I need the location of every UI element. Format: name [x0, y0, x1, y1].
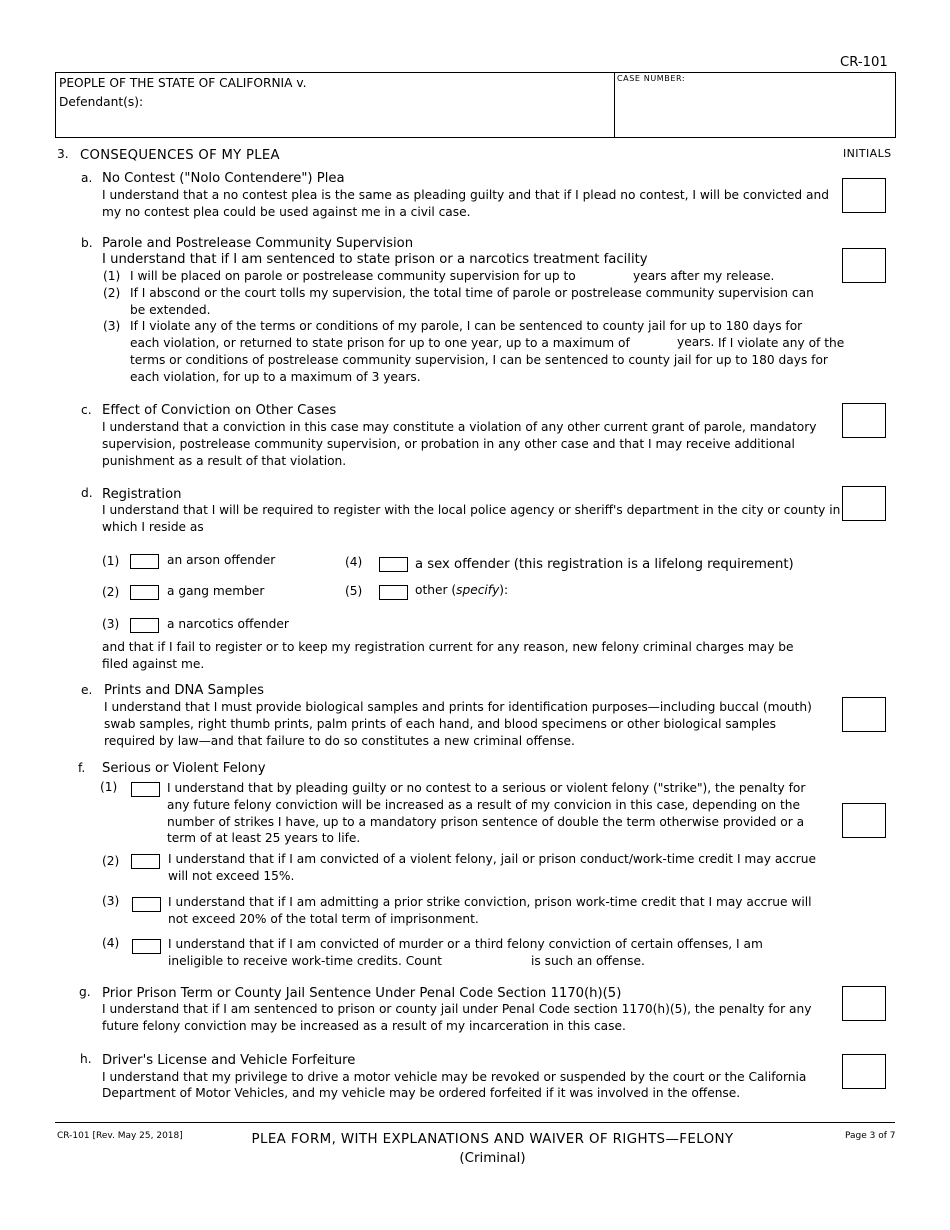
case-number-field[interactable] [618, 86, 890, 132]
item-f-sub-num: (1) [100, 780, 118, 794]
item-f-title: Serious or Violent Felony [102, 761, 266, 776]
parole-years-field[interactable] [580, 268, 630, 284]
item-f-sub-num: (3) [102, 894, 120, 908]
item-d-line: which I reside as [102, 520, 204, 534]
item-f-sub4-line: I understand that if I am convicted of murder or a third felony conviction of certain offenses, I am [168, 937, 763, 951]
form-code: CR-101 [840, 55, 888, 70]
footer-revision: CR-101 [Rev. May 25, 2018] [57, 1131, 183, 1141]
item-a-line: my no contest plea could be used against me in a civil case. [102, 205, 471, 219]
item-b-sub3-line: terms or conditions of postrelease community supervision, I can be sentenced to county jail for up to 180 days for [130, 353, 828, 367]
item-f-sub-num: (2) [102, 854, 120, 868]
reg-option-label: a sex offender (this registration is a lifelong requirement) [415, 557, 794, 572]
initials-box-e[interactable] [842, 697, 886, 732]
item-d-line: I understand that I will be required to register with the local police agency or sheriff's department in the city or county in [102, 503, 841, 517]
reg-option-label: an arson offender [167, 553, 276, 567]
item-a-letter: a. [81, 171, 93, 185]
section-number: 3. [57, 147, 69, 161]
item-f-sub4-line: is such an offense. [531, 954, 645, 968]
felony-checkbox-1[interactable] [131, 782, 160, 797]
item-b-sub3-line: If I violate any of the [718, 336, 845, 350]
initials-box-b[interactable] [842, 248, 886, 283]
initials-box-a[interactable] [842, 178, 886, 213]
section-title: CONSEQUENCES OF MY PLEA [80, 148, 280, 163]
item-f-sub-num: (4) [102, 936, 120, 950]
felony-checkbox-4[interactable] [132, 939, 161, 954]
initials-box-c[interactable] [842, 403, 886, 438]
item-b-letter: b. [81, 236, 93, 250]
item-f-sub2-line: I understand that if I am convicted of a violent felony, jail or prison conduct/work-time credit I may accrue [168, 852, 816, 866]
footer-rule [55, 1122, 895, 1123]
felony-checkbox-2[interactable] [131, 854, 160, 869]
item-g-line: I understand that if I am sentenced to prison or county jail under Penal Code section 1170(h)(5), the penalty for any [102, 1002, 812, 1016]
reg-checkbox-narcotics[interactable] [130, 618, 159, 633]
initials-label: INITIALS [843, 147, 892, 160]
item-d-title: Registration [102, 487, 182, 502]
item-b-sub-num: (1) [103, 269, 121, 283]
item-b-sub-num: (3) [103, 319, 121, 333]
item-c-line: supervision, postrelease community supervision, or probation in any other case and that I may receive additional [102, 437, 795, 451]
item-f-letter: f. [78, 761, 86, 775]
item-g-line: future felony conviction may be increased as a result of my incarceration in this case. [102, 1019, 626, 1033]
max-years-field[interactable] [630, 335, 674, 351]
item-b-title: Parole and Postrelease Community Supervision [102, 236, 414, 251]
initials-box-d[interactable] [842, 486, 886, 521]
item-e-line: I understand that I must provide biological samples and prints for identification purposes—including buccal (mouth) [104, 700, 812, 714]
item-a-line: I understand that a no contest plea is the same as pleading guilty and that if I plead no contest, I will be convicted and [102, 188, 829, 202]
item-b-sub2-line: If I abscond or the court tolls my supervision, the total time of parole or postrelease community supervision can [130, 286, 814, 300]
item-b-intro: I understand that if I am sentenced to state prison or a narcotics treatment facility [102, 252, 648, 267]
reg-option-num: (4) [345, 555, 363, 569]
item-f-sub2-line: will not exceed 15%. [168, 869, 295, 883]
item-c-letter: c. [81, 403, 92, 417]
other-suffix: ): [499, 583, 509, 597]
item-e-line: swab samples, right thumb prints, palm prints of each hand, and blood specimens or other biological samples [104, 717, 776, 731]
reg-checkbox-arson[interactable] [130, 554, 159, 569]
reg-checkbox-sex-offender[interactable] [379, 557, 408, 572]
item-c-title: Effect of Conviction on Other Cases [102, 403, 337, 418]
item-f-sub1-line: I understand that by pleading guilty or no contest to a serious or violent felony ("strike"), the penalty for [167, 781, 806, 795]
item-d-letter: d. [81, 486, 93, 500]
reg-checkbox-gang[interactable] [130, 585, 159, 600]
item-h-title: Driver's License and Vehicle Forfeiture [102, 1053, 356, 1068]
other-prefix: other ( [415, 583, 457, 597]
item-c-line: punishment as a result of that violation. [102, 454, 347, 468]
item-g-letter: g. [79, 985, 91, 999]
count-field[interactable] [446, 953, 526, 969]
caption-defendant-label: Defendant(s): [59, 95, 144, 109]
case-number-label: CASE NUMBER: [617, 74, 686, 83]
item-b-sub3-line: each violation, or returned to state prison for up to one year, up to a maximum of [130, 336, 630, 350]
felony-checkbox-3[interactable] [132, 897, 161, 912]
item-h-line: I understand that my privilege to drive a motor vehicle may be revoked or suspended by the court or the California [102, 1070, 807, 1084]
item-f-sub1-line: term of at least 25 years to life. [167, 831, 361, 845]
item-f-sub3-line: I understand that if I am admitting a prior strike conviction, prison work-time credit that I may accrue will [168, 895, 812, 909]
item-f-sub1-line: number of strikes I have, up to a mandatory prison sentence of double the term otherwise provided or a [167, 815, 805, 829]
item-d-closing: filed against me. [102, 657, 205, 671]
item-b-sub3-line: each violation, for up to a maximum of 3 years. [130, 370, 421, 384]
item-b-sub-num: (2) [103, 286, 121, 300]
reg-option-num: (3) [102, 617, 120, 631]
reg-option-label: a narcotics offender [167, 617, 289, 631]
item-e-letter: e. [81, 683, 93, 697]
reg-other-specify-field[interactable] [512, 582, 832, 598]
item-h-letter: h. [80, 1052, 92, 1066]
item-b-sub1-after: years after my release. [633, 269, 775, 283]
reg-option-num: (5) [345, 584, 363, 598]
item-d-closing: and that if I fail to register or to keep my registration current for any reason, new felony criminal charges may be [102, 640, 794, 654]
other-specify: specify [456, 583, 500, 597]
initials-box-h[interactable] [842, 1054, 886, 1089]
footer-title: PLEA FORM, WITH EXPLANATIONS AND WAIVER OF RIGHTS—FELONY [251, 1132, 734, 1147]
reg-option-label-other [415, 582, 508, 599]
item-f-sub4-line: ineligible to receive work-time credits. Count [168, 954, 442, 968]
initials-box-g[interactable] [842, 986, 886, 1021]
caption-divider [614, 72, 615, 137]
item-h-line: Department of Motor Vehicles, and my vehicle may be ordered forfeited if it was involved in the offense. [102, 1086, 741, 1100]
reg-option-num: (2) [102, 585, 120, 599]
item-b-sub3-line: If I violate any of the terms or conditions of my parole, I can be sentenced to county jail for up to 180 days for [130, 319, 803, 333]
reg-option-label: a gang member [167, 584, 265, 598]
item-f-sub3-line: not exceed 20% of the total term of imprisonment. [168, 912, 479, 926]
item-f-sub1-line: any future felony conviction will be increased as a result of my convicion in this case, depending on the [167, 798, 800, 812]
item-a-title: No Contest ("Nolo Contendere") Plea [102, 171, 345, 186]
item-e-title: Prints and DNA Samples [104, 683, 264, 698]
item-e-line: required by law—and that failure to do so constitutes a new criminal offense. [104, 734, 575, 748]
caption-people: PEOPLE OF THE STATE OF CALIFORNIA v. [59, 76, 307, 90]
item-g-title: Prior Prison Term or County Jail Sentence Under Penal Code Section 1170(h)(5) [102, 986, 622, 1001]
reg-checkbox-other[interactable] [379, 585, 408, 600]
footer-page: Page 3 of 7 [845, 1131, 896, 1141]
reg-option-num: (1) [102, 554, 120, 568]
item-c-line: I understand that a conviction in this case may constitute a violation of any other current grant of parole, mandatory [102, 420, 817, 434]
item-b-sub3-years: years. [677, 335, 715, 349]
item-b-sub2-line: be extended. [130, 303, 211, 317]
footer-subtitle: (Criminal) [459, 1151, 526, 1166]
initials-box-f[interactable] [842, 803, 886, 838]
defendant-field[interactable] [58, 112, 608, 132]
item-b-sub1-text: I will be placed on parole or postrelease community supervision for up to [130, 269, 576, 283]
